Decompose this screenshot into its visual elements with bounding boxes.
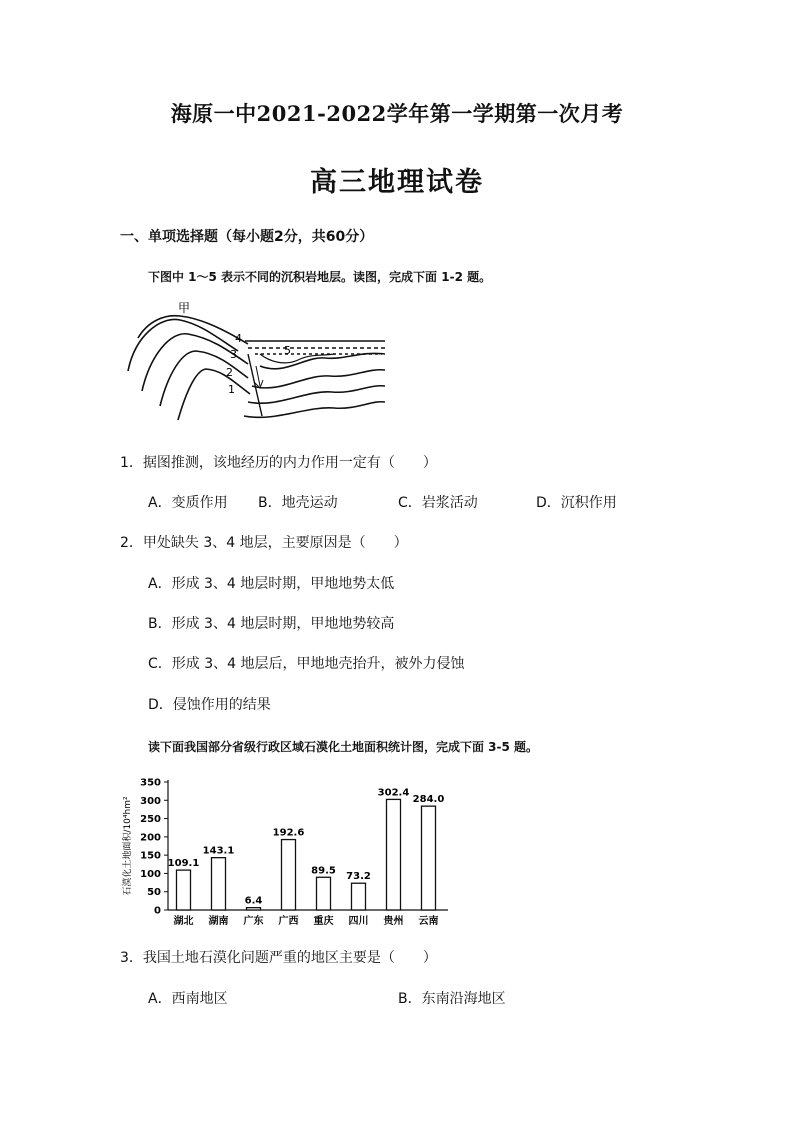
label-layer-4: 4 [235,332,242,345]
fold-top [138,316,248,344]
category-label: 湖北 [173,916,194,927]
category-label: 广西 [278,916,299,927]
question-3-option-a[interactable]: A．西南地区 [148,991,228,1007]
layer-1-left [128,319,238,371]
y-tick-label: 300 [140,795,161,807]
bar-1 [212,858,226,910]
y-tick-label: 100 [140,868,161,880]
y-axis-label: 石漠化土地面积/10⁴hm² [123,796,133,896]
category-label: 四川 [348,916,369,927]
question-1-option-c[interactable]: C．岩浆活动 [398,495,478,511]
question-1-stem: 1．据图推测，该地经历的内力作用一定有（ ） [120,455,437,471]
label-layer-2: 2 [226,366,233,379]
exam-subtitle: 高三地理试卷 [310,167,484,198]
question-2-option-b[interactable]: B．形成 3、4 地层时期，甲地地势较高 [148,616,395,632]
bar-7 [422,806,436,910]
category-label: 湖南 [208,916,229,927]
question-2-option-c[interactable]: C．形成 3、4 地层后，甲地地壳抬升，被外力侵蚀 [148,656,465,672]
bar-value-label: 109.1 [167,858,200,870]
question-2-option-a[interactable]: A．形成 3、4 地层时期，甲地地势太低 [148,576,395,592]
layer-3-right [252,370,385,388]
label-jia: 甲 [178,301,191,315]
layer-4-left [178,369,250,420]
label-layer-3: 3 [230,348,237,361]
exam-title: 海原一中2021-2022学年第一学期第一次月考 [170,101,624,126]
question-1-option-d[interactable]: D．沉积作用 [536,495,617,511]
question-2-option-d[interactable]: D．侵蚀作用的结果 [148,697,271,713]
layer-5-right [260,353,385,368]
layer-1-right [244,402,385,418]
bar-value-label: 284.0 [412,794,445,806]
desertification-bar-chart [118,772,458,932]
bar-value-label: 143.1 [202,845,235,857]
bar-6 [387,799,401,910]
bar-value-label: 192.6 [272,827,305,839]
question-2-stem: 2．甲处缺失 3、4 地层，主要原因是（ ） [120,535,408,551]
y-tick-label: 200 [140,832,161,844]
question-3-option-b[interactable]: B．东南沿海地区 [398,991,506,1007]
bar-value-label: 6.4 [244,895,263,907]
intro-strata: 下图中 1～5 表示不同的沉积岩地层。读图，完成下面 1-2 题。 [148,270,492,284]
category-label: 重庆 [313,916,334,927]
bar-3 [282,840,296,910]
intro-chart: 读下面我国部分省级行政区域石漠化土地面积统计图，完成下面 3-5 题。 [148,740,539,754]
bar-value-label: 302.4 [377,787,410,799]
y-tick-label: 150 [140,850,161,862]
bar-value-label: 73.2 [346,871,371,883]
label-layer-5: 5 [284,344,291,357]
label-layer-1: 1 [228,383,235,396]
question-1-option-b[interactable]: B．地壳运动 [258,495,338,511]
fault-arrow [256,366,260,386]
y-tick-label: 0 [154,905,161,917]
question-1-option-a[interactable]: A．变质作用 [148,495,228,511]
category-label: 云南 [418,916,439,927]
y-tick-label: 50 [147,887,161,899]
y-tick-label: 350 [140,777,161,789]
bar-5 [352,883,366,910]
strata-diagram [120,296,390,428]
bar-0 [177,870,191,910]
bar-4 [317,877,331,910]
question-3-stem: 3．我国土地石漠化问题严重的地区主要是（ ） [120,950,437,966]
bar-2 [247,908,261,910]
y-tick-label: 250 [140,814,161,826]
category-label: 广东 [243,916,264,927]
section-heading: 一、单项选择题（每小题2分，共60分） [120,229,374,245]
bar-value-label: 89.5 [311,865,336,877]
category-label: 贵州 [383,916,404,927]
